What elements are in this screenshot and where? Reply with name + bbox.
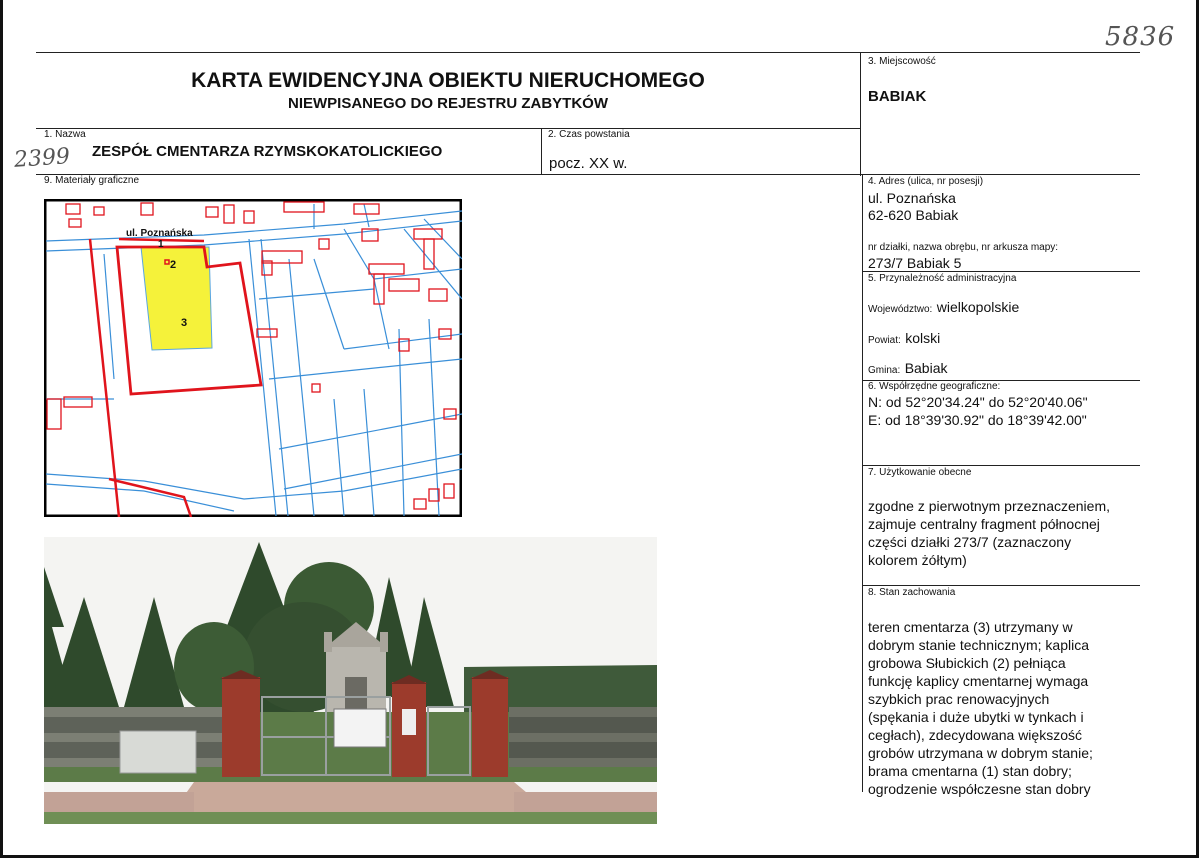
usage-label: 7. Użytkowanie obecne [868,467,972,478]
rule-vertical-right-top [860,52,861,176]
map-marker-1: 1 [158,239,164,250]
voivodeship-value: wielkopolskie [936,299,1020,315]
usage-text [868,497,1110,569]
plot-value: 273/7 Babiak 5 [868,255,962,271]
cemetery-area-highlight [141,247,212,350]
address-street: ul. Poznańska [868,190,956,206]
concrete-fence-right [509,707,657,767]
condition-line: ogrodzenie współczesne stan dobry [868,781,1091,797]
condition-line: szybkich prac renowacyjnych [868,691,1050,707]
rule-before-usage [862,465,1140,466]
rule-before-condition [862,585,1140,586]
rule-under-title [36,128,860,129]
condition-line: grobów utrzymana w dobrym stanie; [868,745,1093,761]
usage-line: zajmuje centralny fragment północnej [868,516,1100,532]
sidewalk-right [514,792,657,812]
condition-line: funkcję kaplicy cmentarnej wymaga [868,673,1089,689]
rule-vertical-name-date [541,128,542,175]
county-value: kolski [905,330,941,346]
voivodeship-label: Województwo: [868,304,933,315]
rule-top [36,52,1140,53]
condition-line: cegłach), zdecydowana większość [868,727,1082,743]
condition-label: 8. Stan zachowania [868,587,956,598]
handwritten-page-number: 5836 [1105,22,1176,52]
graphics-label: 9. Materiały graficzne [44,175,140,186]
condition-line: brama cmentarna (1) stan dobry; [868,763,1072,779]
usage-line: zgodne z pierwotnym przeznaczeniem, [868,498,1111,514]
usage-line: części działki 273/7 (zaznaczony [868,534,1072,550]
map-marker-2: 2 [170,259,177,271]
name-label: 1. Nazwa [44,129,86,140]
date-value: pocz. XX w. [549,155,628,172]
county-row [868,330,940,348]
rule-vertical-right-column [862,174,863,792]
plot-label: nr działki, nazwa obrębu, nr arkusza mapy: [868,242,1059,253]
utility-box [120,731,196,773]
cemetery-gate-photo [44,537,657,824]
info-board [334,709,386,747]
admin-label: 5. Przynależność administracyjna [868,273,1017,284]
county-label: Powiat: [868,335,901,346]
condition-line: grobowa Słubickich (2) pełniąca [868,655,1066,671]
sidewalk-left [44,792,194,812]
address-label: 4. Adres (ulica, nr posesji) [868,176,984,187]
map-street-label: ul. Poznańska [126,228,193,239]
condition-line: (spękania i duże ubytki w tynkach i [868,709,1084,725]
coords-n: N: od 52°20'34.24" do 52°20'40.06" [868,394,1088,410]
name-value: ZESPÓŁ CMENTARZA RZYMSKOKATOLICKIEGO [92,143,443,160]
condition-text [868,618,1093,798]
usage-line: kolorem żółtym) [868,552,967,568]
map-frame [45,200,461,516]
commune-value: Babiak [904,360,948,376]
document-title: KARTA EWIDENCYJNA OBIEKTU NIERUCHOMEGO [191,69,705,92]
map-marker-3: 3 [181,317,188,329]
commune-row [868,360,948,378]
handwritten-record-number: 2399 [13,144,71,173]
locality-value: BABIAK [868,88,927,105]
date-label: 2. Czas powstania [548,129,630,140]
coords-label: 6. Współrzędne geograficzne: [868,381,1001,392]
gate-sign [402,709,416,735]
rule-under-name [36,174,1140,175]
foreground-grass [44,812,657,824]
address-postal: 62-620 Babiak [868,207,959,223]
voivodeship-row [868,299,1019,317]
condition-line: teren cmentarza (3) utrzymany w [868,619,1073,635]
document-subtitle: NIEWPISANEGO DO REJESTRU ZABYTKÓW [287,95,609,112]
condition-line: dobrym stanie technicznym; kaplica [868,637,1089,653]
coords-e: E: od 18°39'30.92" do 18°39'42.00" [868,412,1087,428]
commune-label: Gmina: [868,365,901,376]
locality-label: 3. Miejscowość [868,56,936,67]
cadastral-map [44,199,462,517]
rule-before-admin [862,271,1140,272]
scan-edge-left [0,0,3,858]
